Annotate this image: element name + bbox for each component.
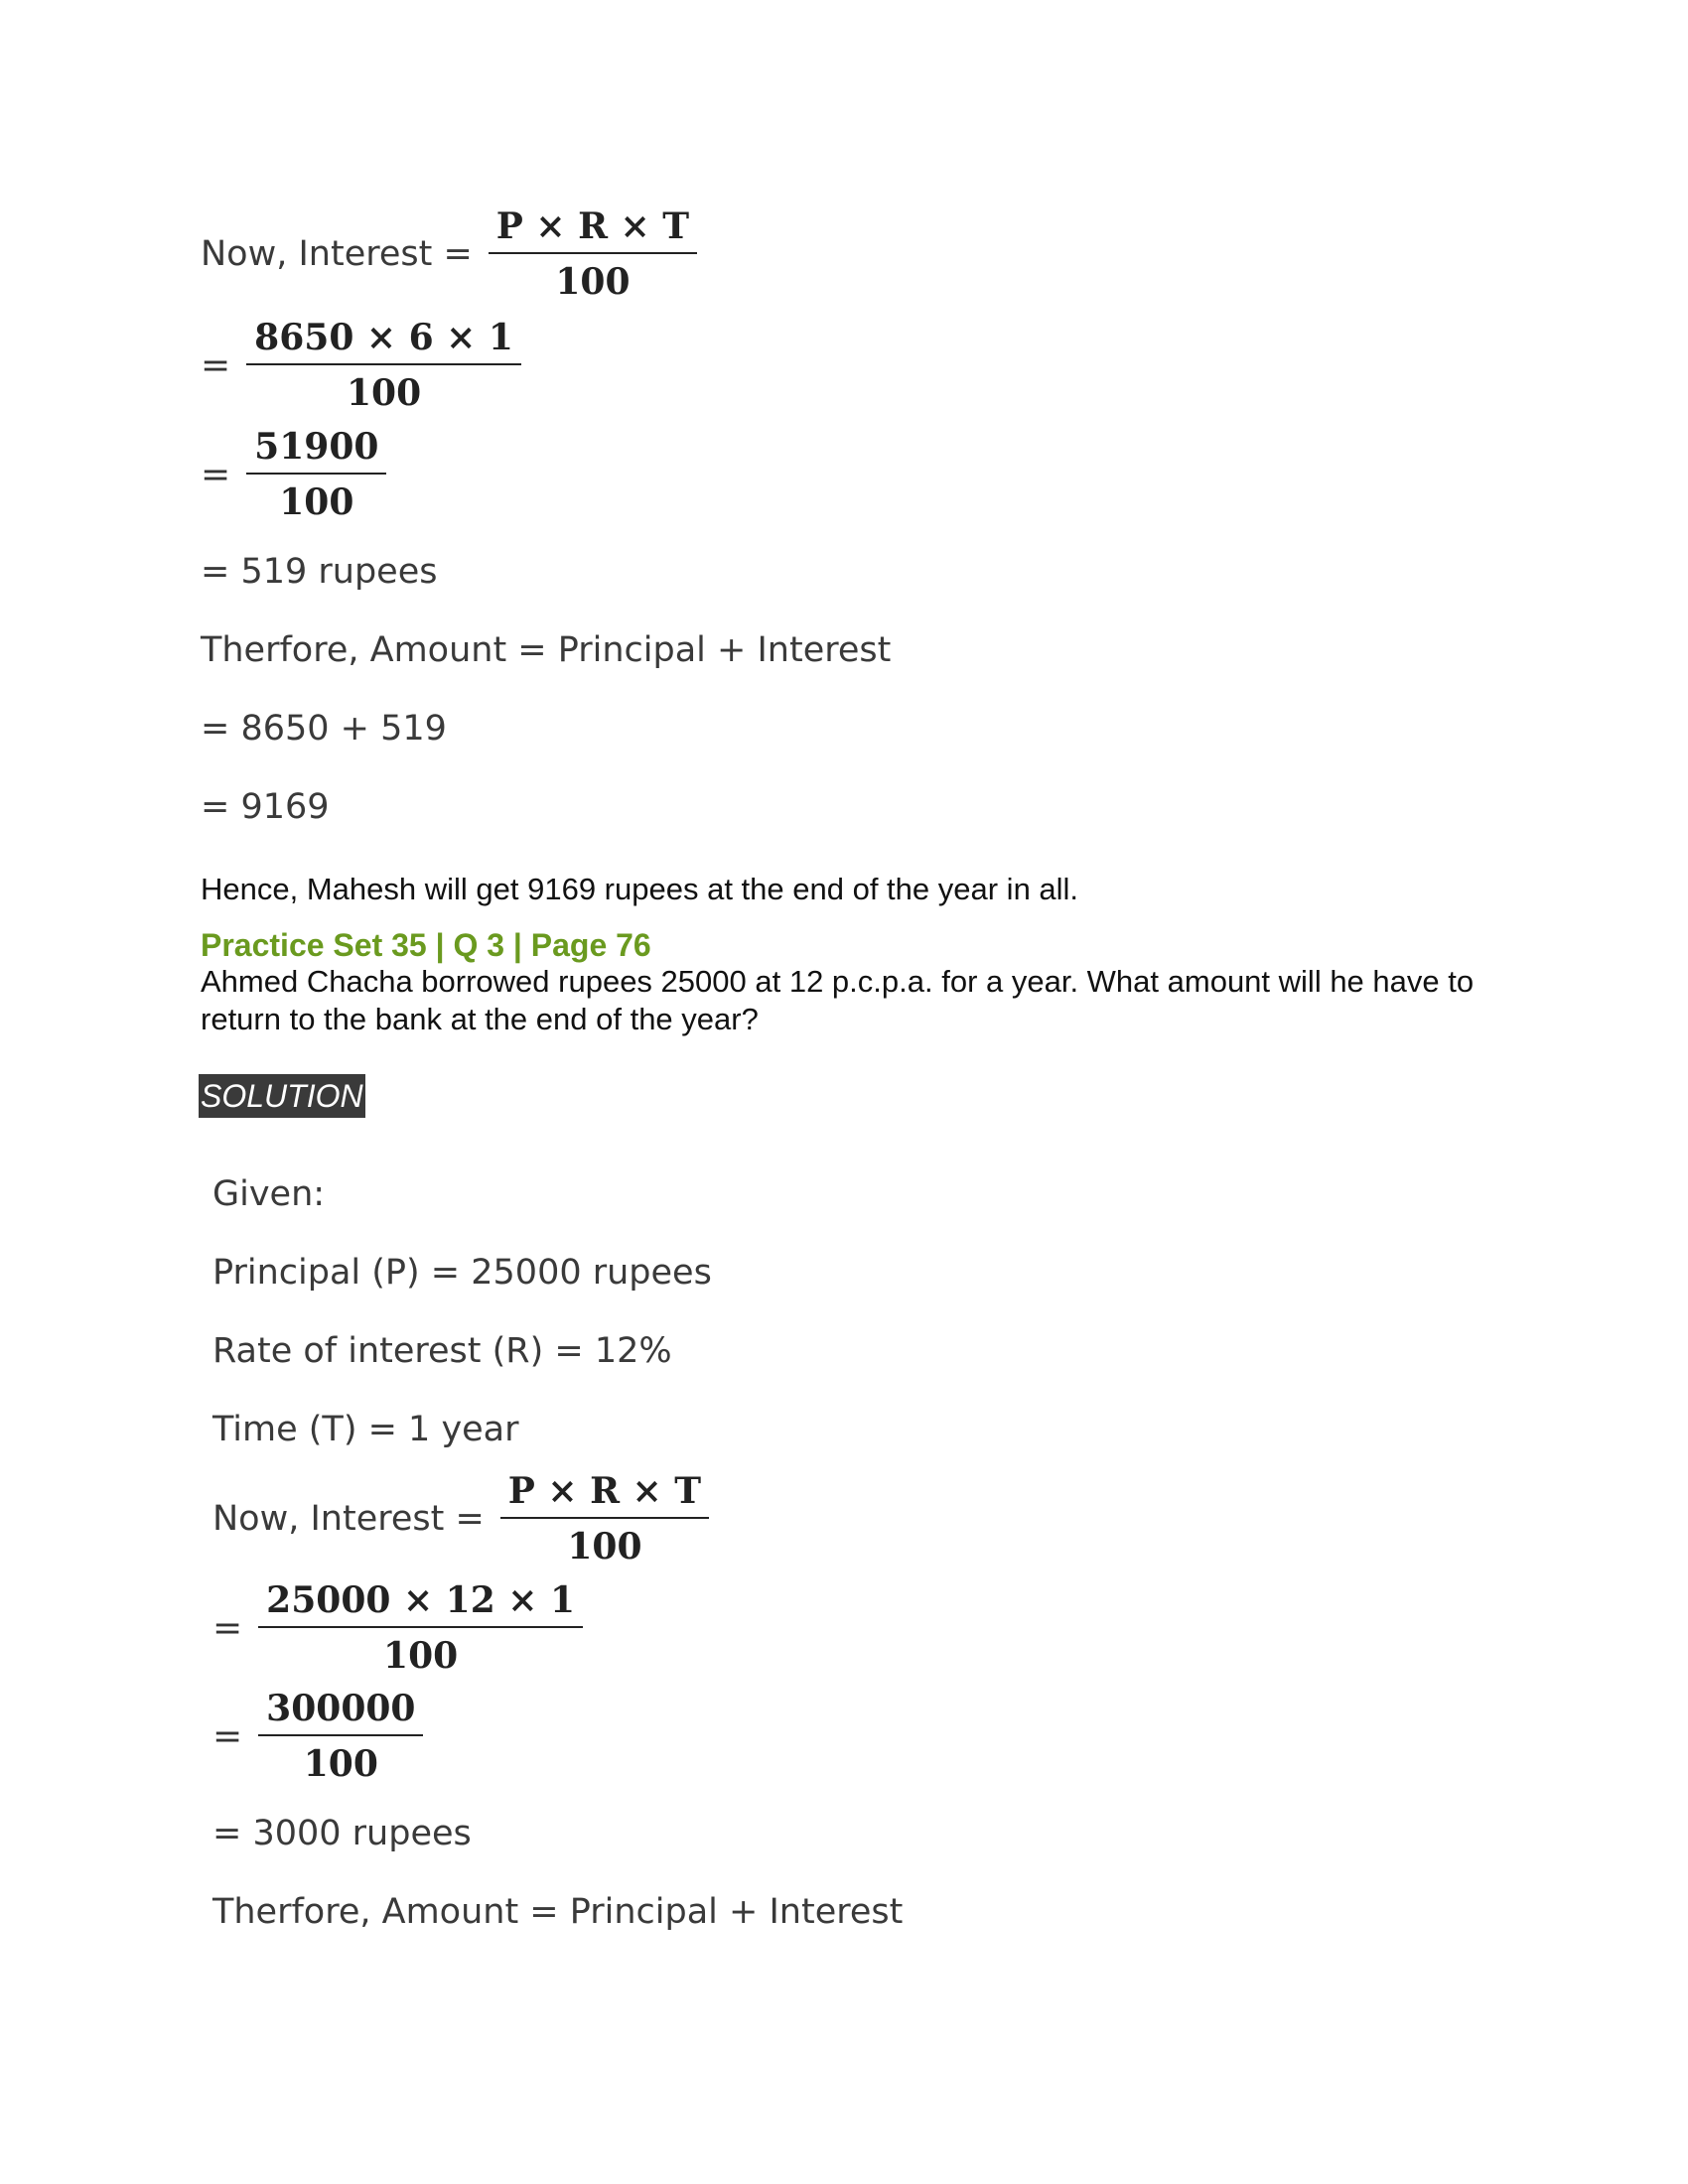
formula-fraction xyxy=(489,205,697,303)
fraction-denominator: 100 xyxy=(383,1635,459,1677)
interest-result: = 3000 rupees xyxy=(212,1814,472,1853)
formula-fraction xyxy=(500,1470,709,1568)
principal-line: Principal (P) = 25000 rupees xyxy=(212,1253,712,1293)
fraction-numerator: P × R × T xyxy=(495,205,690,247)
fraction-denominator: 100 xyxy=(567,1526,642,1568)
equals-sign: = xyxy=(201,454,231,495)
fraction-numerator: 8650 × 6 × 1 xyxy=(254,317,513,358)
calc-fraction xyxy=(258,1688,423,1785)
solution-label: SOLUTION xyxy=(199,1074,365,1118)
amount-total: = 9169 xyxy=(201,787,330,827)
calc-step-1 xyxy=(212,1579,583,1677)
fraction-numerator: 25000 × 12 × 1 xyxy=(266,1579,576,1621)
conclusion-text: Hence, Mahesh will get 9169 rupees at the end of the year in all. xyxy=(201,872,1079,906)
solution-badge xyxy=(199,1080,365,1112)
interest-formula-row-1 xyxy=(201,205,697,303)
question-heading: Practice Set 35 | Q 3 | Page 76 xyxy=(201,927,651,963)
question-text: Ahmed Chacha borrowed rupees 25000 at 12 p.c.p.a. for a year. What amount will he have to return to the bank at the end of the year? xyxy=(201,964,1475,1036)
fraction-denominator: 100 xyxy=(555,261,631,303)
interest-result: = 519 rupees xyxy=(201,552,438,592)
interest-formula-row-2 xyxy=(212,1470,709,1568)
fraction-denominator: 100 xyxy=(279,481,354,523)
equals-sign: = xyxy=(212,1715,243,1757)
calc-fraction xyxy=(258,1579,583,1677)
amount-formula: Therfore, Amount = Principal + Interest xyxy=(212,1892,904,1932)
interest-label: Now, Interest = xyxy=(201,233,473,274)
calc-step-2 xyxy=(201,426,386,523)
calc-step-1 xyxy=(201,317,521,414)
calc-fraction xyxy=(246,426,386,523)
fraction-numerator: 51900 xyxy=(254,426,379,468)
fraction-denominator: 100 xyxy=(346,372,422,414)
rate-line: Rate of interest (R) = 12% xyxy=(212,1331,672,1371)
fraction-numerator: P × R × T xyxy=(507,1470,702,1512)
amount-sum: = 8650 + 519 xyxy=(201,709,447,749)
equals-sign: = xyxy=(201,344,231,386)
interest-label: Now, Interest = xyxy=(212,1498,485,1539)
calc-step-2 xyxy=(212,1688,423,1785)
amount-formula: Therfore, Amount = Principal + Interest xyxy=(201,630,892,670)
equals-sign: = xyxy=(212,1607,243,1649)
calc-fraction xyxy=(246,317,521,414)
fraction-denominator: 100 xyxy=(303,1743,378,1785)
fraction-numerator: 300000 xyxy=(266,1688,416,1729)
given-label: Given: xyxy=(212,1174,326,1214)
time-line: Time (T) = 1 year xyxy=(212,1410,519,1449)
